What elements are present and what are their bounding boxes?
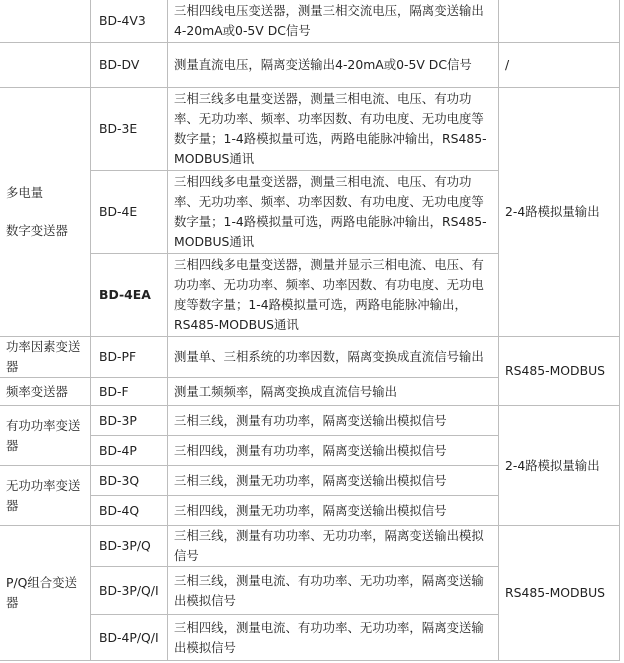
category-pq: P/Q组合变送器 — [0, 526, 91, 661]
model-cell: BD-4EA — [91, 254, 168, 337]
category-multi-line1: 多电量 — [6, 185, 44, 200]
description-cell: 测量单、三相系统的功率因数，隔离变换成直流信号输出 — [168, 337, 499, 378]
model-cell: BD-4P — [91, 436, 168, 466]
model-cell: BD-3P/Q/I — [91, 567, 168, 615]
description-cell: 三相三线，测量电流、有功功率、无功功率，隔离变送输出模拟信号 — [168, 567, 499, 615]
category-cell — [0, 0, 91, 43]
table-row — [0, 337, 620, 378]
model-cell: BD-3Q — [91, 466, 168, 496]
table-row — [0, 406, 620, 436]
model-cell: BD-3P/Q — [91, 526, 168, 567]
model-cell: BD-4V3 — [91, 0, 168, 43]
output-pf-f: RS485-MODBUS — [499, 337, 620, 406]
table-row — [0, 43, 620, 88]
output-cell: / — [499, 43, 620, 88]
description-cell: 三相三线多电量变送器，测量三相电流、电压、有功功率、无功功率、频率、功率因数、有功电度、无功电度等数字量；1-4路模拟量可选，两路电能脉冲输出，RS485-MODBUS通讯 — [168, 88, 499, 171]
category-active: 有功功率变送器 — [0, 406, 91, 466]
description-cell: 测量工频频率，隔离变换成直流信号输出 — [168, 378, 499, 406]
table-row — [0, 88, 620, 171]
model-cell: BD-4P/Q/I — [91, 615, 168, 661]
category-multi-line2: 数字变送器 — [6, 223, 68, 238]
category-cell: 功率因素变送器 — [0, 337, 91, 378]
output-multi: 2-4路模拟量输出 — [499, 88, 620, 337]
description-cell: 三相四线电压变送器，测量三相交流电压，隔离变送输出4-20mA或0-5V DC信号 — [168, 0, 499, 43]
table-row — [0, 526, 620, 567]
category-reactive: 无功功率变送器 — [0, 466, 91, 526]
description-cell: 三相四线多电量变送器，测量三相电流、电压、有功功率、无功功率、频率、功率因数、有功电度、无功电度等数字量；1-4路模拟量可选，两路电能脉冲输出，RS485-MODBUS通讯 — [168, 171, 499, 254]
output-cell — [499, 0, 620, 43]
description-cell: 三相三线，测量有功功率，隔离变送输出模拟信号 — [168, 406, 499, 436]
model-cell: BD-3E — [91, 88, 168, 171]
output-pq: RS485-MODBUS — [499, 526, 620, 661]
description-cell: 三相四线多电量变送器，测量并显示三相电流、电压、有功功率、无功功率、频率、功率因数、有功电度、无功电度等数字量；1-4路模拟量可选，两路电能脉冲输出，RS485-MODBUS通讯 — [168, 254, 499, 337]
description-cell: 三相四线，测量有功功率，隔离变送输出模拟信号 — [168, 436, 499, 466]
description-cell: 三相三线，测量无功功率，隔离变送输出模拟信号 — [168, 466, 499, 496]
category-cell: 频率变送器 — [0, 378, 91, 406]
model-cell: BD-F — [91, 378, 168, 406]
output-power: 2-4路模拟量输出 — [499, 406, 620, 526]
table-row — [0, 0, 620, 43]
model-cell: BD-DV — [91, 43, 168, 88]
category-cell — [0, 43, 91, 88]
model-cell: BD-4E — [91, 171, 168, 254]
description-cell: 测量直流电压，隔离变送输出4-20mA或0-5V DC信号 — [168, 43, 499, 88]
description-cell: 三相四线，测量电流、有功功率、无功功率，隔离变送输出模拟信号 — [168, 615, 499, 661]
model-cell: BD-3P — [91, 406, 168, 436]
description-cell: 三相三线，测量有功功率、无功功率，隔离变送输出模拟信号 — [168, 526, 499, 567]
model-cell: BD-PF — [91, 337, 168, 378]
category-multi-meter — [0, 88, 91, 337]
model-cell: BD-4Q — [91, 496, 168, 526]
description-cell: 三相四线，测量无功功率，隔离变送输出模拟信号 — [168, 496, 499, 526]
